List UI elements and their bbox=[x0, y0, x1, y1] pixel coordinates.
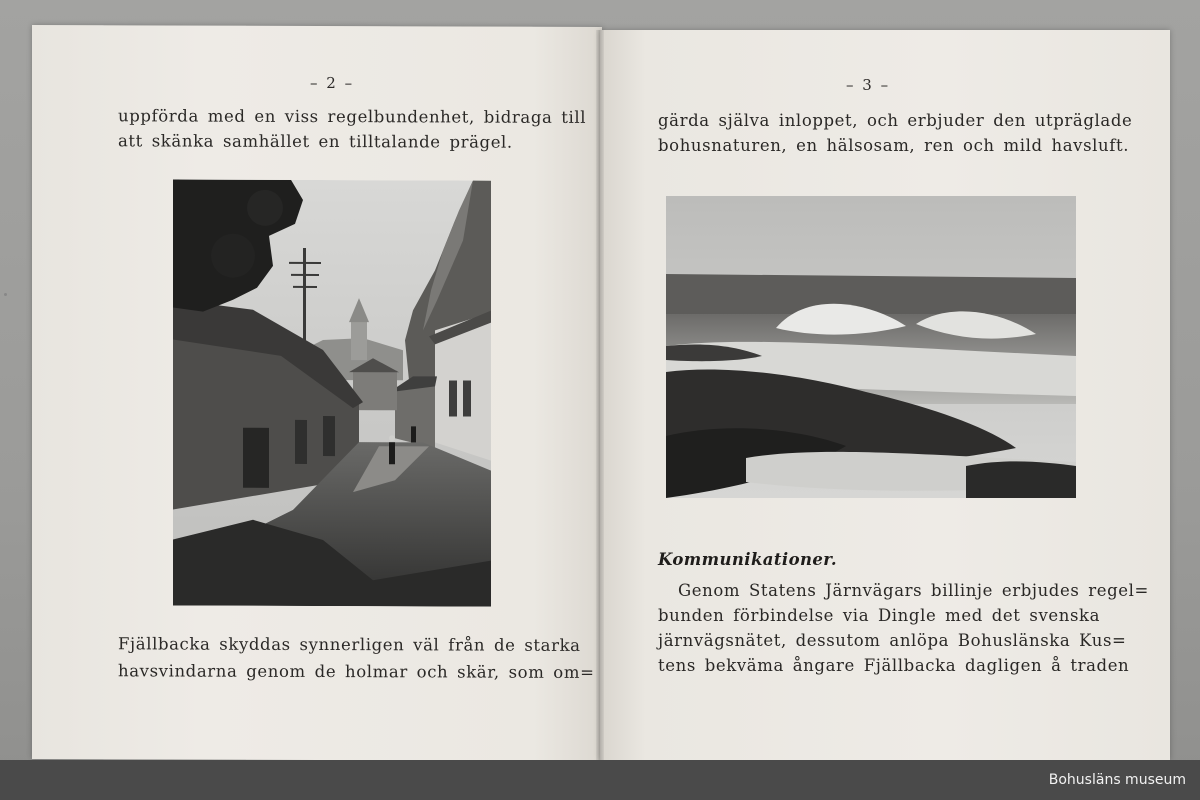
right-top-line-1: gärda själva inloppet, och erbjuder den utpräglade bbox=[658, 111, 1133, 130]
right-page bbox=[600, 30, 1170, 760]
watermark-label: Bohusläns museum bbox=[1048, 772, 1186, 788]
sea-waves-photo bbox=[666, 196, 1076, 498]
right-body-line-4: tens bekväma ångare Fjällbacka dagligen å traden bbox=[658, 656, 1130, 675]
scan-mark bbox=[4, 293, 7, 296]
village-street-photo bbox=[173, 179, 491, 606]
left-top-line-1: uppförda med en viss regelbundenhet, bidraga till bbox=[118, 106, 587, 127]
left-bottom-line-2: havsvindarna genom de holmar och skär, som om= bbox=[118, 661, 595, 682]
footer-strip bbox=[0, 760, 1200, 800]
right-body-line-2: bunden förbindelse via Dingle med det svenska bbox=[658, 606, 1101, 625]
page-number-right: – 3 – bbox=[846, 76, 891, 94]
right-body-line-3: järnvägsnätet, dessutom anlöpa Bohuslänska Kus= bbox=[658, 631, 1127, 650]
page-number-left: – 2 – bbox=[310, 73, 355, 93]
right-body-line-1: Genom Statens Järnvägars billinje erbjudes regel= bbox=[678, 581, 1149, 600]
left-page bbox=[32, 25, 602, 761]
book-gutter bbox=[596, 30, 604, 760]
section-heading: Kommunikationer. bbox=[658, 550, 837, 569]
left-top-line-2: att skänka samhället en tilltalande prägel. bbox=[118, 131, 513, 152]
right-top-line-2: bohusnaturen, en hälsosam, ren och mild havsluft. bbox=[658, 136, 1130, 155]
left-bottom-line-1: Fjällbacka skyddas synnerligen väl från de starka bbox=[118, 634, 581, 655]
